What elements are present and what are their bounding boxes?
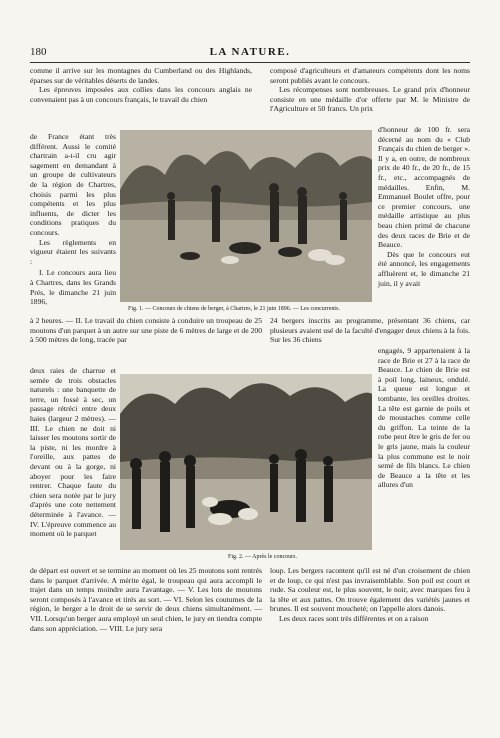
right-narrow-column	[378, 125, 470, 288]
paragraph: de départ est ouvert et se termine au moment où les 25 moutons sont rentrés dans le parquet d'arrivée. A mérite égal, le troupeau qui aura accompli le trajet dans un temps moindre aura l'avantage. — V. Les lots de moutons seront composés à l'avance et tirés au sort. — VI. Selon les coutumes de la région, le berger a le droit de se servir de deux chiens simultanément. — VII. Lorsqu'un berger aura employé un seul chien, le jury en tiendra compte dans son appréciation. — VIII. Le jury sera	[30, 566, 262, 633]
paragraph: I. Le concours aura lieu à Chartres, dans les Grands Prés, le dimanche 21 juin 1896,	[30, 268, 116, 307]
paragraph: d'honneur de 100 fr. sera décerné au nom du « Club Français du chien de berger ». Il y a, en outre, de nombreux prix de 40 fr., de 20 fr., de 15 fr., etc., accompagnés de médailles. Enfin, M. Emmanuel Boulet offre, pour ce premier concours, une médaille artistique au plus beau chien primé de chacune des deux races de Brie et de Beauce.	[378, 125, 470, 250]
paragraph: 24 bergers inscrits au programme, présentant 36 chiens, car plusieurs avaient usé de la faculté d'engager deux chiens à la fois. Sur les 36 chiens	[270, 316, 470, 345]
page-header	[30, 46, 470, 62]
right-wide-passage	[270, 316, 470, 345]
paragraph: Les récompenses sont nombreuses. Le grand prix d'honneur consiste en une médaille d'or offerte par M. le Ministre de l'Agriculture et 50 francs. Un prix	[270, 85, 470, 114]
paragraph: engagés, 9 appartenaient à la race de Brie et 27 à la race de Beauce. Le chien de Brie est à poil long, laineux, ondulé. La queue est longue et tombante, les oreilles droites. La tête est garnie de poils et de moustaches comme celle du griffon. La teinte de la robe peut être le gris de fer ou le gris jaune, mais la couleur la plus commune est le noir semé de fils blancs. Le chien de Beauce a la tête et les allures d'un	[378, 346, 470, 490]
paragraph: Les deux races sont très différentes et on a raison	[279, 613, 429, 623]
paragraph: à 2 heures. — II. Le travail du chien consiste à conduire un troupeau de 25 moutons d'un parquet à un autre sur une piste de 6 mètres de large et de 200 à 500 mètres de long, tracée par	[30, 316, 262, 345]
paragraph: Dès que le concours eut été annoncé, les engagements affluèrent et, le dimanche 21 juin, il y avait	[378, 249, 470, 288]
left-column-top	[30, 66, 252, 104]
paragraph: Les épreuves imposées aux collies dans les concours anglais ne convenaient pas à un concours français, le travail du chien	[30, 85, 252, 104]
figure-2-engraving	[120, 374, 372, 550]
paragraph: Les règlements en vigueur étaient les suivants :	[30, 237, 116, 266]
right-column-top	[270, 66, 470, 114]
left-column-bottom	[30, 566, 262, 633]
figure-1-caption: Fig. 1. — Concours de chiens de berger, à Chartres, le 21 juin 1896. — Les concurrents.	[128, 306, 340, 312]
left-narrow-column	[30, 132, 116, 307]
journal-title: LA NATURE.	[209, 46, 291, 58]
figure-1-engraving	[120, 130, 372, 302]
left-narrow-column-2	[30, 366, 116, 539]
paragraph: composé d'agriculteurs et d'amateurs compétents dont les noms seront publiés avant le concours.	[270, 66, 470, 85]
paragraph: comme il arrive sur les montagnes du Cumberland ou des Highlands, éparses sur de véritables déserts de landes.	[30, 66, 252, 85]
figure-2-caption: Fig. 2. — Après le concours.	[228, 554, 297, 560]
paragraph: de France étant très différent. Aussi le comité chartrain a-t-il cru agir sagement en demandant à un groupe de cultivateurs de la région de Chartres, choisis parmi les plus compétents et les plus influents, de dicter les conditions pratiques du concours.	[30, 132, 116, 237]
page-number: 180	[30, 46, 47, 58]
left-wide-passage	[30, 316, 262, 345]
right-column-bottom	[270, 566, 470, 624]
paragraph: deux raies de charrue et semée de trois obstacles naturels : une banquette de terre, un fossé à sec, un passage rétréci entre deux haies (largeur 2 mètres). — III. Le chien ne doit ni laisser les moutons sortir de la piste, ni les mordre à l'oreille, aux pattes de devant ou à la gorge, ni aboyer pour les faire rentrer. Chaque faute du chien sera notée par le jury d'après une cote nettement déterminée à l'avance. — IV. L'épreuve commence au moment où le parquet	[30, 366, 116, 539]
header-rule	[30, 62, 470, 63]
right-narrow-column-2	[378, 346, 470, 490]
paragraph: loup. Les bergers racontent qu'il est né d'un croisement de chien et de loup, ce qui n'est pas invraisemblable. Son poil est court et rude. Sa couleur est, le plus souvent, le noir, avec marques feu à la tête et aux pattes. On trouve également des variétés jaunes et brunes. Il est souvent moucheté; on l'appelle alors danois.	[270, 566, 470, 614]
